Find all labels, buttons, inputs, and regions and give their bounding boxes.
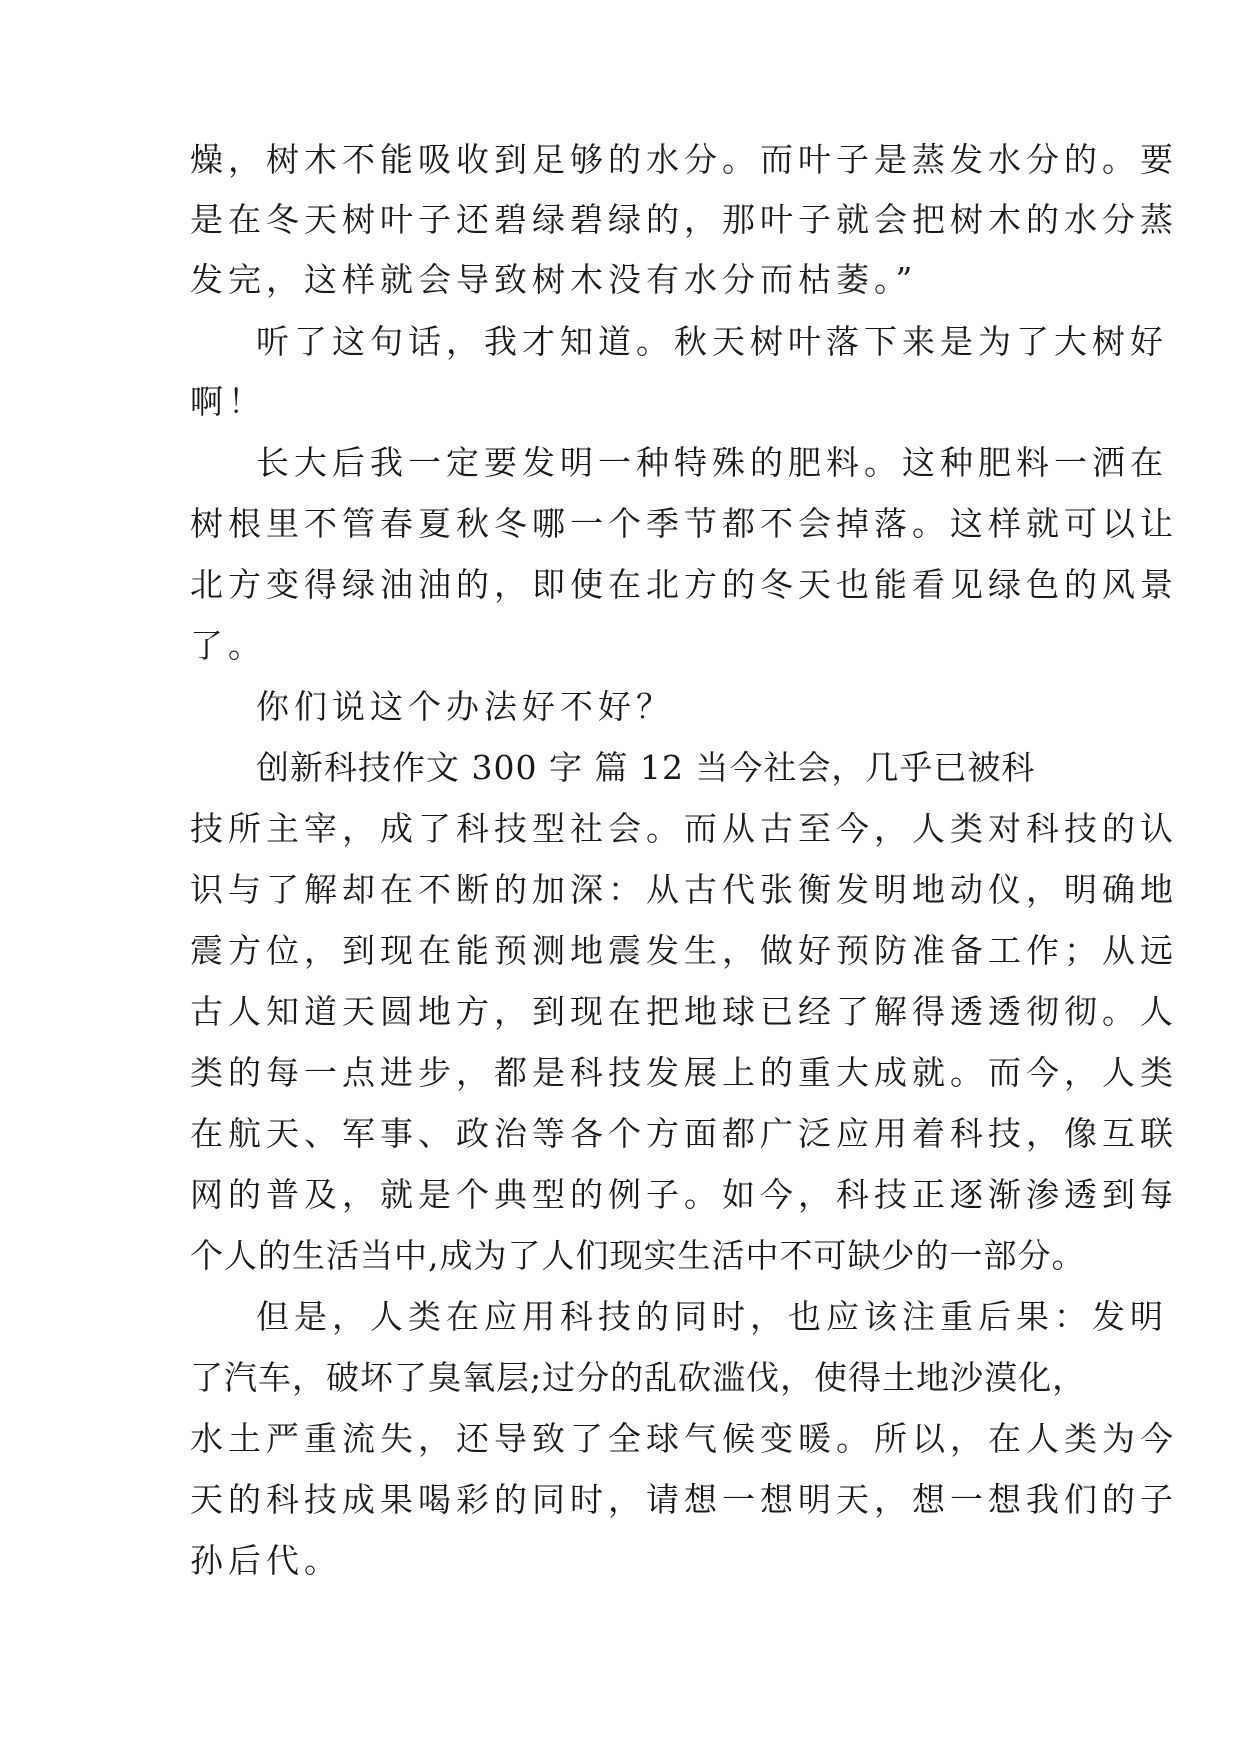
text-line: 听了这句话，我才知道。秋天树叶落下来是为了大树好 [256,322,1168,361]
text-line: 技所主宰，成了科技型社会。而从古至今，人类对科技的认 [190,809,1178,848]
text-line: 识与了解却在不断的加深：从古代张衡发明地动仪，明确地 [190,870,1178,909]
text-line: 但是，人类在应用科技的同时，也应该注重后果：发明 [256,1297,1168,1336]
text-line: 了。 [190,626,266,665]
text-line: 在航天、军事、政治等各个方面都广泛应用着科技，像互联 [190,1114,1178,1153]
text-line: 是在冬天树叶子还碧绿碧绿的，那叶子就会把树木的水分蒸 [190,200,1178,239]
text-line: 类的每一点进步，都是科技发展上的重大成就。而今，人类 [190,1053,1178,1092]
text-line: 了汽车，破坏了臭氧层;过分的乱砍滥伐，使得土地沙漠化， [190,1358,1087,1397]
text-line: 震方位，到现在能预测地震发生，做好预防准备工作；从远 [190,931,1178,970]
text-line: 网的普及，就是个典型的例子。如今，科技正逐渐渗透到每 [190,1175,1178,1214]
text-line: 孙后代。 [190,1541,342,1580]
text-line: 啊！ [190,382,266,421]
text-line: 古人知道天圆地方，到现在把地球已经了解得透透彻彻。人 [190,992,1178,1031]
text-line: 天的科技成果喝彩的同时，请想一想明天，想一想我们的子 [190,1480,1178,1519]
text-line: 发完，这样就会导致树木没有水分而枯萎。” [190,260,918,299]
text-line: 树根里不管春夏秋冬哪一个季节都不会掉落。这样就可以让 [190,504,1178,543]
text-line: 长大后我一定要发明一种特殊的肥料。这种肥料一洒在 [256,443,1168,482]
text-line: 燥，树木不能吸收到足够的水分。而叶子是蒸发水分的。要 [190,140,1178,179]
text-line: 水土严重流失，还导致了全球气候变暖。所以，在人类为今 [190,1419,1178,1458]
text-line: 你们说这个办法好不好？ [256,687,674,726]
text-line: 创新科技作文 300 字 篇 12 当今社会，几乎已被科 [256,748,1036,787]
text-line: 个人的生活当中,成为了人们现实生活中不可缺少的一部分。 [190,1236,1086,1275]
text-line: 北方变得绿油油的，即使在北方的冬天也能看见绿色的风景 [190,565,1178,604]
